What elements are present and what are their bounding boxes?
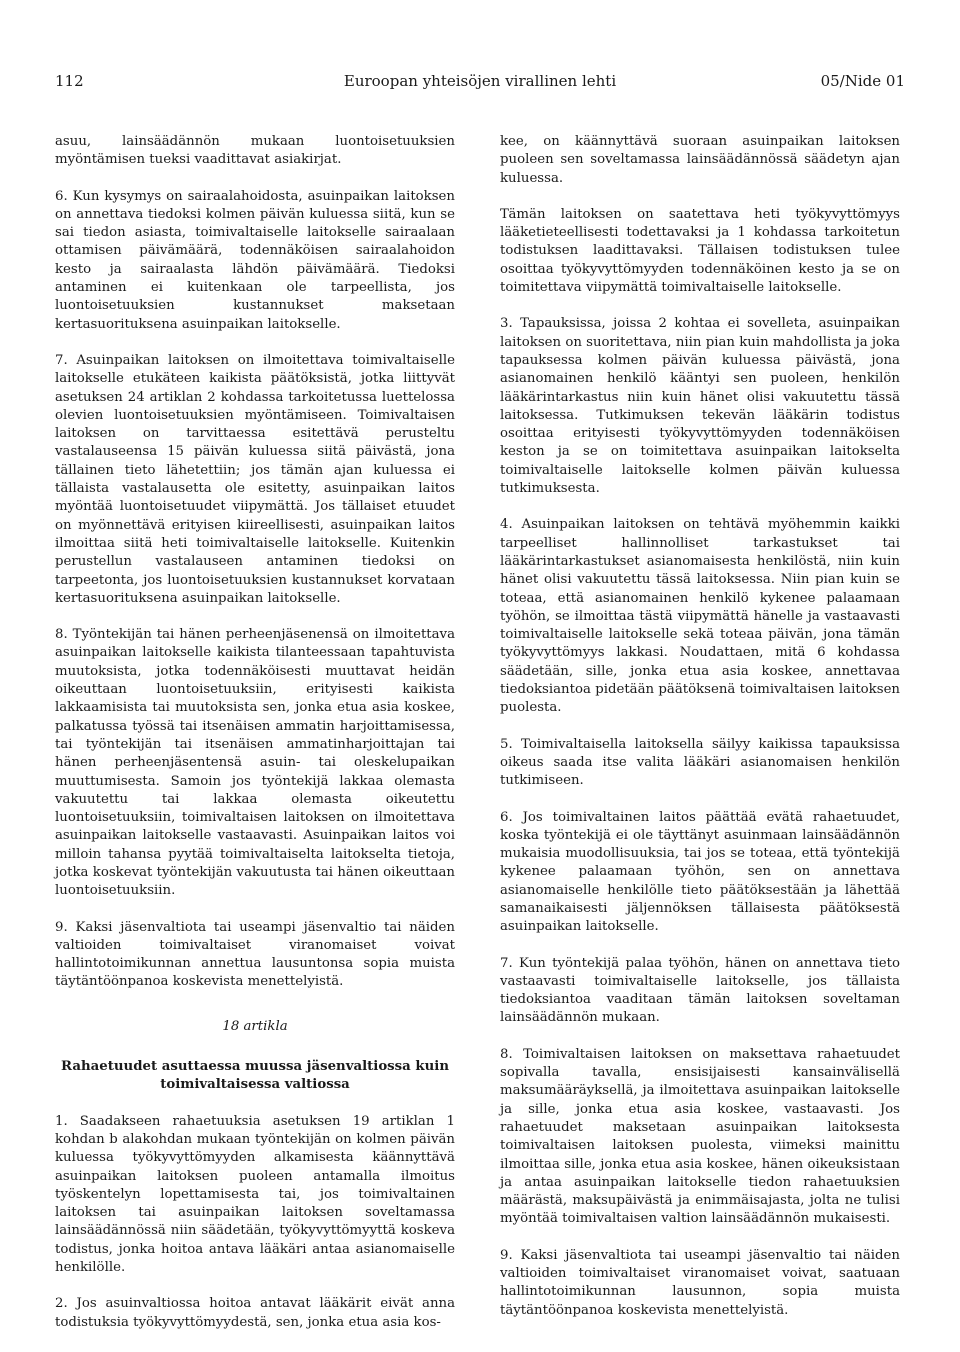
- right-column: [500, 133, 900, 1338]
- paragraph-r5: 5. Toimivaltaisella laitoksella säilyy kaikissa tapauksissa oikeus saada itse valita lääkäri asianomaisen henkilön tutkimiseen.: [500, 736, 900, 789]
- paragraph-continued: asuu, lainsäädännön mukaan luontoisetuuksien myöntämisen tueksi vaadittavat asiakirjat.: [55, 134, 455, 168]
- paragraph-r3: 3. Tapauksissa, joissa 2 kohtaa ei sovelleta, asuinpaikan laitoksen on suoritettava, niin pian kuin mahdollista ja joka tapauksessa kolmen päivän kuluessa päivästä, jona asianomainen henkilö kääntyi sen puoleen, henkilön lääkärintarkastus niin kuin hänet olisi vakuutettu tässä laitoksessa. Tutkimuksen tekevän lääkärin todistus osoittaa erityisesti työkyvyttömyyden todennäköisen keston ja se on toimitettava asuinpaikan laitokselta toimivaltaiselle laitokselle kolmen päivän kuluessa tutkimuksesta.: [500, 316, 900, 497]
- article-number: 18 artikla: [222, 1018, 288, 1034]
- paragraph-8: 8. Työntekijän tai hänen perheenjäsenensä on ilmoitettava asuinpaikan laitokselle kaikista tilanteessaan tapahtuvista muutoksista, jotka todennäköisesti muuttavat heidän oikeuttaan luontoisetuuksiin, erityisesti kaikista lakkaamisista tai muutoksista sen, jonka etua asia koskee, palkatussa työssä tai itsenäisen ammatin harjoittamisessa, tai työntekijän tai itsenäisen ammatinharjoittajan tai hänen perheenjäsentensä asuin- tai oleskelupaikan muuttumisesta. Samoin jos työntekijä lakkaa olemasta vakuutettu tai lakkaa olemasta oikeutettu luontoisetuuksiin, toimivaltaisen laitoksen on ilmoitettava asuinpaikan laitokselle vastaavasti. Asuinpaikan laitos voi milloin tahansa pyytää toimivaltaiselta laitokselta tietoja, jotka koskevat työntekijän vakuutusta tai hänen oikeuttaan luontoisetuuksiin.: [55, 627, 455, 899]
- journal-title: Euroopan yhteisöjen virallinen lehti: [343, 72, 617, 90]
- paragraph-9: 9. Kaksi jäsenvaltiota tai useampi jäsenvaltio tai näiden valtioiden toimivaltaiset viranomaiset voivat hallintotoimikunnan annettua lausuntonsa sopia muista täytäntöönpanoa koskevista menettelyistä.: [55, 919, 455, 990]
- page-number: 112: [55, 72, 84, 90]
- paragraph-certificate: Tämän laitoksen on saatettava heti työkyvyttömyys lääketieteellisesti todettavaksi ja 1 kohdassa tarkoitetun todistuksen laadittavaksi. Tällaisen todistuksen tulee osoittaa työkyvyttömyyden todennäköinen kesto ja se on toimitettava viipymättä toimivaltaiselle laitokselle.: [500, 206, 900, 296]
- paragraph-r6: 6. Jos toimivaltainen laitos päättää evätä rahaetuudet, koska työntekijä ei ole täyttänyt asuinmaan lainsäädännön mukaisia muodollisuuksia, tai jos se toteaa, että työntekijä kykenee palaamaan työhön, sen on annettava asianomaiselle henkilölle tieto päätöksestään ja lähettää samanaikaisesti jäljennöksen tällaisesta päätöksestä asuinpaikan laitokselle.: [500, 809, 900, 935]
- paragraph-6: 6. Kun kysymys on sairaalahoidosta, asuinpaikan laitoksen on annettava tiedoksi kolmen päivän kuluessa siitä, kun se sai tiedon asiasta, toimivaltaiselle laitokselle sairaalaan ottamisen päivämäärä, todennäköisen sairaalahoidon kesto ja sairaalasta lähdön päivämäärä. Tiedoksi antaminen ei kuitenkaan ole tarpeellista, jos luontoisetuuksien kustannukset maksetaan kertasuorituksena asuinpaikan laitokselle.: [55, 188, 455, 332]
- article-paragraph-2: 2. Jos asuinvaltiossa hoitoa antavat lääkärit eivät anna todistuksia työkyvyttömyydestä, sen, jonka etua asia kos-: [55, 1296, 455, 1330]
- paragraph-r7: 7. Kun työntekijä palaa työhön, hänen on annettava tieto vastaavasti toimivaltaiselle laitokselle, jos tällaista tiedoksiantoa vaaditaan tämän laitoksen soveltaman lainsäädännön mukaan.: [500, 955, 900, 1026]
- page-header: [55, 72, 905, 94]
- paragraph-r8: 8. Toimivaltaisen laitoksen on maksettava rahaetuudet sopivalla tavalla, ensisijaisesti kansainvälisellä maksumääräyksellä, ja ilmoitettava asuinpaikan laitokselle ja sille, jonka etua asia koskee, vastaavasti. Jos rahaetuudet maksetaan asuinpaikan laitoksesta toimivaltaisen laitoksen puolesta, viimeksi mainittu ilmoittaa sille, jonka etua asia koskee, hänen oikeuksistaan ja antaa asuinpaikan laitokselle tiedon rahaetuuksien määrästä, maksupäivästä ja enimmäisajasta, jolta ne tulisi myöntää toimivaltaisen valtion lainsäädännön mukaisesti.: [500, 1046, 900, 1227]
- paragraph-r4: 4. Asuinpaikan laitoksen on tehtävä myöhemmin kaikki tarpeelliset hallinnolliset tarkastukset tai lääkärintarkastukset asianomaisesta henkilöstä, niin kuin hänet olisi vakuutettu tässä laitoksessa. Niin pian kuin se toteaa, että asianomainen henkilö kykenee palaamaan työhön, se ilmoittaa tästä viipymättä hänelle ja vastaavasti toimivaltaiselle laitokselle sekä toteaa päivän, jona tämän työkyvyttömyys lakkasi. Noudattaen, mitä 6 kohdassa säädetään, sille, jonka etua asia koskee, annettavaa tiedoksiantoa pidetään päätöksenä toimivaltaisen laitoksen puolesta.: [500, 517, 900, 716]
- article-title: Rahaetuudet asuttaessa muussa jäsenvaltiossa kuin toimivaltaisessa valtiossa: [61, 1059, 449, 1093]
- paragraph-7: 7. Asuinpaikan laitoksen on ilmoitettava toimivaltaiselle laitokselle etukäteen kaikista päätöksistä, jotka liittyvät asetuksen 24 artiklan 2 kohdassa tarkoitetussa luettelossa olevien luontoisetuuksien myöntämiseen. Toimivaltaisen laitoksen on tarvittaessa esitettävä perusteltu vastalauseensa 15 päivän kuluessa siitä päivästä, jona tällainen tieto lähetettiin; jos tämän ajan kuluessa ei tällaista vastalausetta ole esitetty, asuinpaikan laitos myöntää luontoisetuudet viipymättä. Jos tällaiset etuudet on myönnettävä erityisen kiireellisesti, asuinpaikan laitos ilmoittaa siitä heti toimivaltaiselle laitokselle. Kuitenkin perustellun vastalauseen antaminen tiedoksi on tarpeetonta, jos luontoisetuuksien kustannukset korvataan kertasuorituksena asuinpaikan laitokselle.: [55, 352, 455, 606]
- left-column: [55, 133, 455, 1350]
- paragraph-continued-right: kee, on käännyttävä suoraan asuinpaikan laitoksen puoleen sen soveltamassa lainsäädännössä säädetyn ajan kuluessa.: [500, 134, 900, 186]
- paragraph-r9: 9. Kaksi jäsenvaltiota tai useampi jäsenvaltio tai näiden valtioiden toimivaltaiset viranomaiset voivat, saatuaan hallintotoimikunnan lausunnon, sopia muista täytäntöönpanoa koskevista menettelyistä.: [500, 1247, 900, 1318]
- article-paragraph-1: 1. Saadakseen rahaetuuksia asetuksen 19 artiklan 1 kohdan b alakohdan mukaan työntekijän on kolmen päivän kuluessa työkyvyttömyyden alkamisesta käännyttävä asuinpaikan laitoksen puoleen antamalla ilmoitus työskentelyn lopettamisesta tai, jos toimivaltainen laitoksen tai asuinpaikan laitoksen soveltamassa lainsäädännössä niin säädetään, työkyvyttömyyttä koskeva todistus, jonka hoitoa antava lääkäri antaa asianomaiselle henkilölle.: [55, 1113, 455, 1276]
- volume-label: 05/Nide 01: [820, 72, 905, 90]
